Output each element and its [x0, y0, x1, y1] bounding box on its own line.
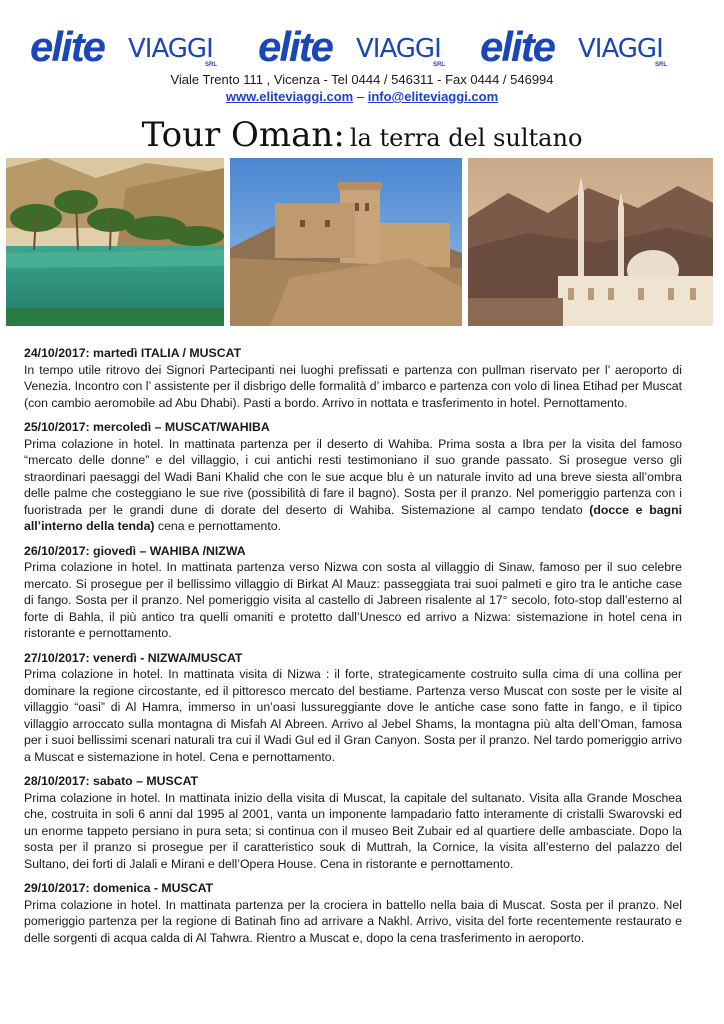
logo-elite-text: elite — [258, 23, 333, 70]
link-separator: – — [356, 89, 365, 104]
itinerary-day — [24, 345, 682, 411]
day-heading: 25/10/2017: mercoledì – MUSCAT/WAHIBA — [24, 420, 270, 434]
website-link[interactable]: www.eliteviaggi.com — [225, 89, 354, 104]
day-description: In tempo utile ritrovo dei Signori Partecipanti nei luoghi prefissati e partenza con pullman riservato per l’ aeroporto di Venezia. Incontro con l’ assistente per il disbrigo delle formalità d’ imbarco e partenza con volo di linea Etihad per Muscat (con cambio aeromobile ad Abu Dhabi). Pasti a bordo. Arrivo in nottata e trasferimento in hotel. Pernottamento. — [24, 362, 682, 410]
title-main: Tour Oman: — [141, 115, 345, 155]
photo-mosque — [468, 158, 713, 326]
logo-viaggi-text: VIAGGI — [128, 34, 213, 64]
logo-elite-text: elite — [30, 23, 105, 70]
contact-block — [0, 71, 724, 105]
itinerary-day — [24, 419, 682, 535]
logo-elite-text: elite — [480, 23, 555, 70]
email-link[interactable]: info@eliteviaggi.com — [367, 89, 499, 104]
day-heading: 27/10/2017: venerdì - NIZWA/MUSCAT — [24, 650, 243, 665]
title-sub: la terra del sultano — [349, 124, 583, 152]
web-line — [0, 88, 724, 105]
photo-wadi-oasis — [6, 158, 224, 326]
itinerary-day — [24, 650, 682, 766]
day-heading: 28/10/2017: sabato – MUSCAT — [24, 774, 199, 788]
itinerary-day — [24, 773, 682, 872]
logo-srl-text: SRL — [433, 62, 445, 68]
day-description: Prima colazione in hotel. In mattinata partenza verso Nizwa con sosta al villaggio di Sinaw, famoso per il suo celebre mercato. Si prosegue per il bellissimo villaggio di Birkat Al Mauz: passeggiata trai suoi palmeti e giro tra le antiche case di fango. Sosta per il pranzo. Nel pomeriggio visita al castello di Jabreen risalente al 17° secolo, foto-stop dall’esterno al forte di Bahla, il più antico tra quelli omaniti e protetto dall’Unesco ed arrivo a Nizwa: sistemazione in hotel cena in ristorante e pernottamento. — [24, 560, 682, 640]
address-line: Viale Trento 111 , Vicenza - Tel 0444 / 546311 - Fax 0444 / 546994 — [170, 72, 554, 87]
day-description: Prima colazione in hotel. In mattinata inizio della visita di Muscat, la capitale del sultanato. Visita alla Grande Moschea che, costruita in soli 6 anni dal 1995 al 2001, vanta un imponente lampadario fatto interamente di cristalli Swarovski ed un enorme tappeto persiano in pura seta; si continua con il museo Beit Zubair ed al quartiere delle ambasciate. Dopo la sosta per il pranzo si prosegue per il caratteristico souk di Muttrah, la Cornice, la visita all’esterno del palazzo del Sultano, dei forti di Jalali e Mirani e dell’Opera House. Cena in ristorante e pernottamento. — [24, 790, 682, 871]
page-title — [0, 112, 724, 164]
itinerary-day — [24, 543, 682, 642]
photo-nizwa-fort — [230, 158, 462, 326]
day-heading: 29/10/2017: domenica - MUSCAT — [24, 881, 214, 895]
logo-viaggi-text: VIAGGI — [356, 34, 441, 64]
day-description-bold: (docce e bagni all’interno della tenda) — [24, 502, 682, 533]
day-description: Prima colazione in hotel. In mattinata visita di Nizwa : il forte, strategicamente costruito sulla cima di una collina per dominare la regione circostante, ed il pittoresco mercato del bestiame. Partenza verso Muscat con soste per le visite al villaggio “oasi” di Al Hamra, immerso in un’oasi lussureggiante dove le antiche case sono fatte in fango, e il tipico villaggio arroccato sulla montagna di Misfah Al Abreen. Arrivo al Jebel Shams, la montagna più alta dell’Oman, famosa per i suoi bellissimi scenari naturali tra cui il Wadi Gul ed il Gran Canyon. Sosta per il pranzo. Nel tardo pomeriggio arrivo a Muscat e sistemazione in hotel. Cena e pernottamento. — [24, 667, 682, 764]
logo-row — [30, 23, 680, 72]
logo-viaggi-text: VIAGGI — [578, 34, 663, 64]
day-description: Prima colazione in hotel. In mattinata partenza per la crociera in battello nella baia di Muscat. Sosta per il pranzo. Nel pomeriggio partenza per la regione di Batinah fino ad arrivare a Nakhl. Arrivo, visita del forte recentemente restaurato e delle sorgenti di acqua calda di Al Tahwra. Rientro a Muscat e, dopo la cena trasferimento in aeroporto. — [24, 897, 682, 945]
brand-logo — [258, 23, 458, 70]
day-heading: 26/10/2017: giovedì – WAHIBA /NIZWA — [24, 543, 246, 558]
itinerary-day — [24, 880, 682, 946]
day-description-text: Prima colazione in hotel. In mattinata partenza per il deserto di Wahiba. Prima sosta a Ibra per la visita del famoso “mercato delle donne” e del villaggio, i cui antichi resti testimoniano il suo grande passato. Si prosegue verso gli straordinari paesaggi del Wadi Bani Khalid che con le sue acque blu è un naturale invito ad una breve siesta all’ombra delle palme che costeggiano le sue rive (possibilità di fare il bagno). Sosta per il pranzo. Nel pomeriggio partenza con i fuoristrada per le grandi dune di dorate del deserto di Wahiba. Sistemazione al campo tendato — [24, 436, 682, 517]
brand-logo — [480, 23, 680, 70]
day-description-tail: cena e pernottamento. — [154, 519, 281, 533]
photo-strip — [6, 158, 713, 326]
logo-srl-text: SRL — [205, 62, 217, 68]
day-heading: 24/10/2017: martedì ITALIA / MUSCAT — [24, 346, 242, 360]
brand-logo — [30, 23, 230, 70]
day-description — [24, 436, 682, 535]
logo-srl-text: SRL — [655, 62, 667, 68]
itinerary — [24, 345, 682, 954]
